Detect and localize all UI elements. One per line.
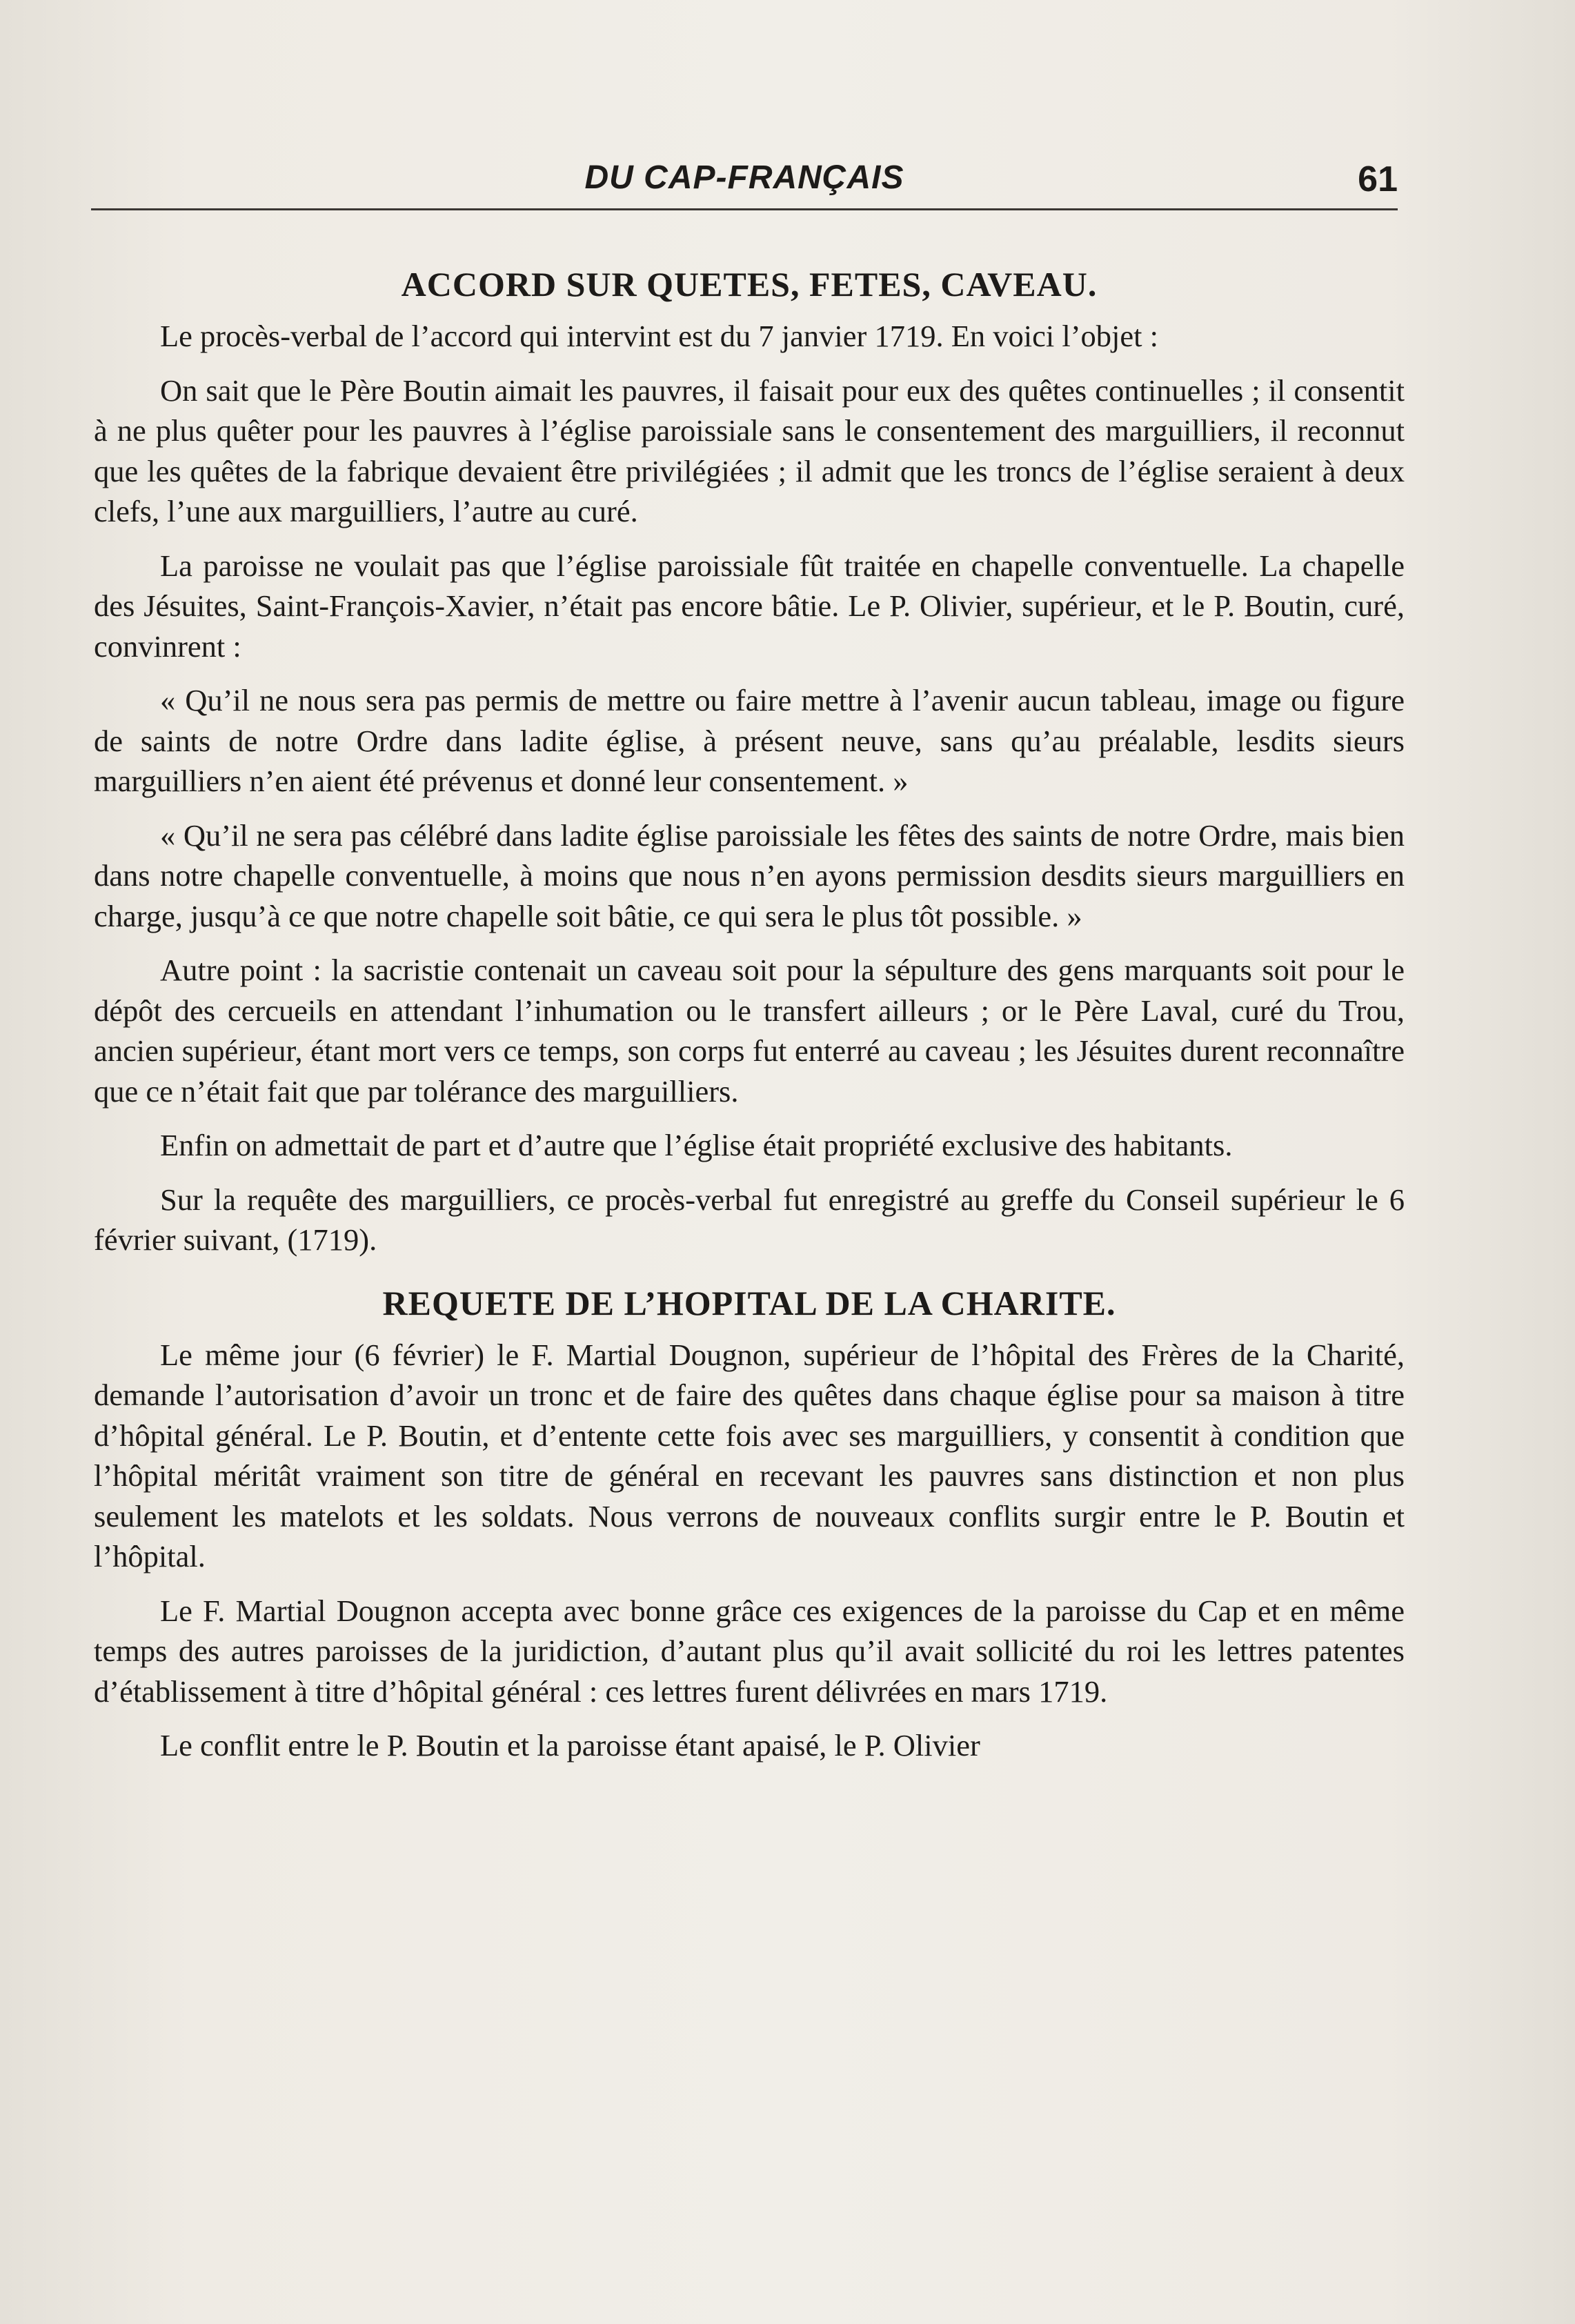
paragraph: Le même jour (6 février) le F. Martial Dougnon, supérieur de l’hôpital des Frères de la Charité, demande l’autorisation d’avoir un tronc et de faire des quêtes dans chaque église pour sa maison à titre d’hôpital général. Le P. Boutin, et d’entente cette fois avec ses marguilliers, y consentit à condition que l’hôpital méritât vraiment son titre de général en recevant les pauvres sans distinction et non plus seulement les matelots et les soldats. Nous verrons de nouveaux conflits surgir entre le P. Boutin et l’hôpital. (94, 1337, 1405, 1573)
paragraph: Le procès-verbal de l’accord qui intervint est du 7 janvier 1719. En voici l’objet : (160, 319, 1159, 353)
running-head (91, 153, 1398, 210)
running-title: DU CAP-FRANÇAIS (584, 159, 904, 196)
quoted-paragraph: « Qu’il ne nous sera pas permis de mettre ou faire mettre à l’avenir aucun tableau, image ou figure de saints de notre Ordre dans ladite église, à présent neuve, sans qu’au préalable, lesdits sieurs marguilliers n’en aient été prévenus et donné leur consentement. » (94, 683, 1405, 798)
paragraph: On sait que le Père Boutin aimait les pauvres, il faisait pour eux des quêtes continuelles ; il consentit à ne plus quêter pour les pauvres à l’église paroissiale sans le consentement des marguilliers, il reconnut que les quêtes de la fabrique devaient être privilégiées ; il admit que les troncs de l’église seraient à deux clefs, l’une aux marguilliers, l’autre au curé. (94, 373, 1405, 528)
paragraph: La paroisse ne voulait pas que l’église paroissiale fût traitée en chapelle conventuelle. La chapelle des Jésuites, Saint-François-Xavier, n’était pas encore bâtie. Le P. Olivier, supérieur, et le P. Boutin, curé, convinrent : (94, 548, 1405, 664)
page-content (94, 262, 1405, 1766)
paragraph: Autre point : la sacristie contenait un caveau soit pour la sépulture des gens marquants soit pour le dépôt des cercueils en attendant l’inhumation ou le transfert ailleurs ; or le Père Laval, curé du Trou, ancien supérieur, étant mort vers ce temps, son corps fut enterré au caveau ; les Jésuites durent reconnaître que ce n’était fait que par tolérance des marguilliers. (94, 953, 1405, 1109)
section-heading-requete: REQUETE DE L’HOPITAL DE LA CHARITE. (382, 1283, 1116, 1322)
paragraph: Enfin on admettait de part et d’autre que l’église était propriété exclusive des habitants. (160, 1128, 1233, 1162)
page-number: 61 (1358, 159, 1398, 199)
paragraph: Sur la requête des marguilliers, ce procès-verbal fut enregistré au greffe du Conseil supérieur le 6 février suivant, (1719). (94, 1182, 1405, 1257)
quoted-paragraph: « Qu’il ne sera pas célébré dans ladite église paroissiale les fêtes des saints de notre Ordre, mais bien dans notre chapelle conventuelle, à moins que nous n’en ayons permission desdits sieurs marguilliers en charge, jusqu’à ce que notre chapelle soit bâtie, ce qui sera le plus tôt possible. » (94, 817, 1405, 933)
paragraph: Le F. Martial Dougnon accepta avec bonne grâce ces exigences de la paroisse du Cap et en même temps des autres paroisses de la juridiction, d’autant plus qu’il avait sollicité du roi les lettres patentes d’établissement à titre d’hôpital général : ces lettres furent délivrées en mars 1719. (94, 1593, 1405, 1709)
paragraph: Le conflit entre le P. Boutin et la paroisse étant apaisé, le P. Olivier (160, 1728, 980, 1762)
section-heading-accord: ACCORD SUR QUETES, FETES, CAVEAU. (401, 265, 1098, 304)
